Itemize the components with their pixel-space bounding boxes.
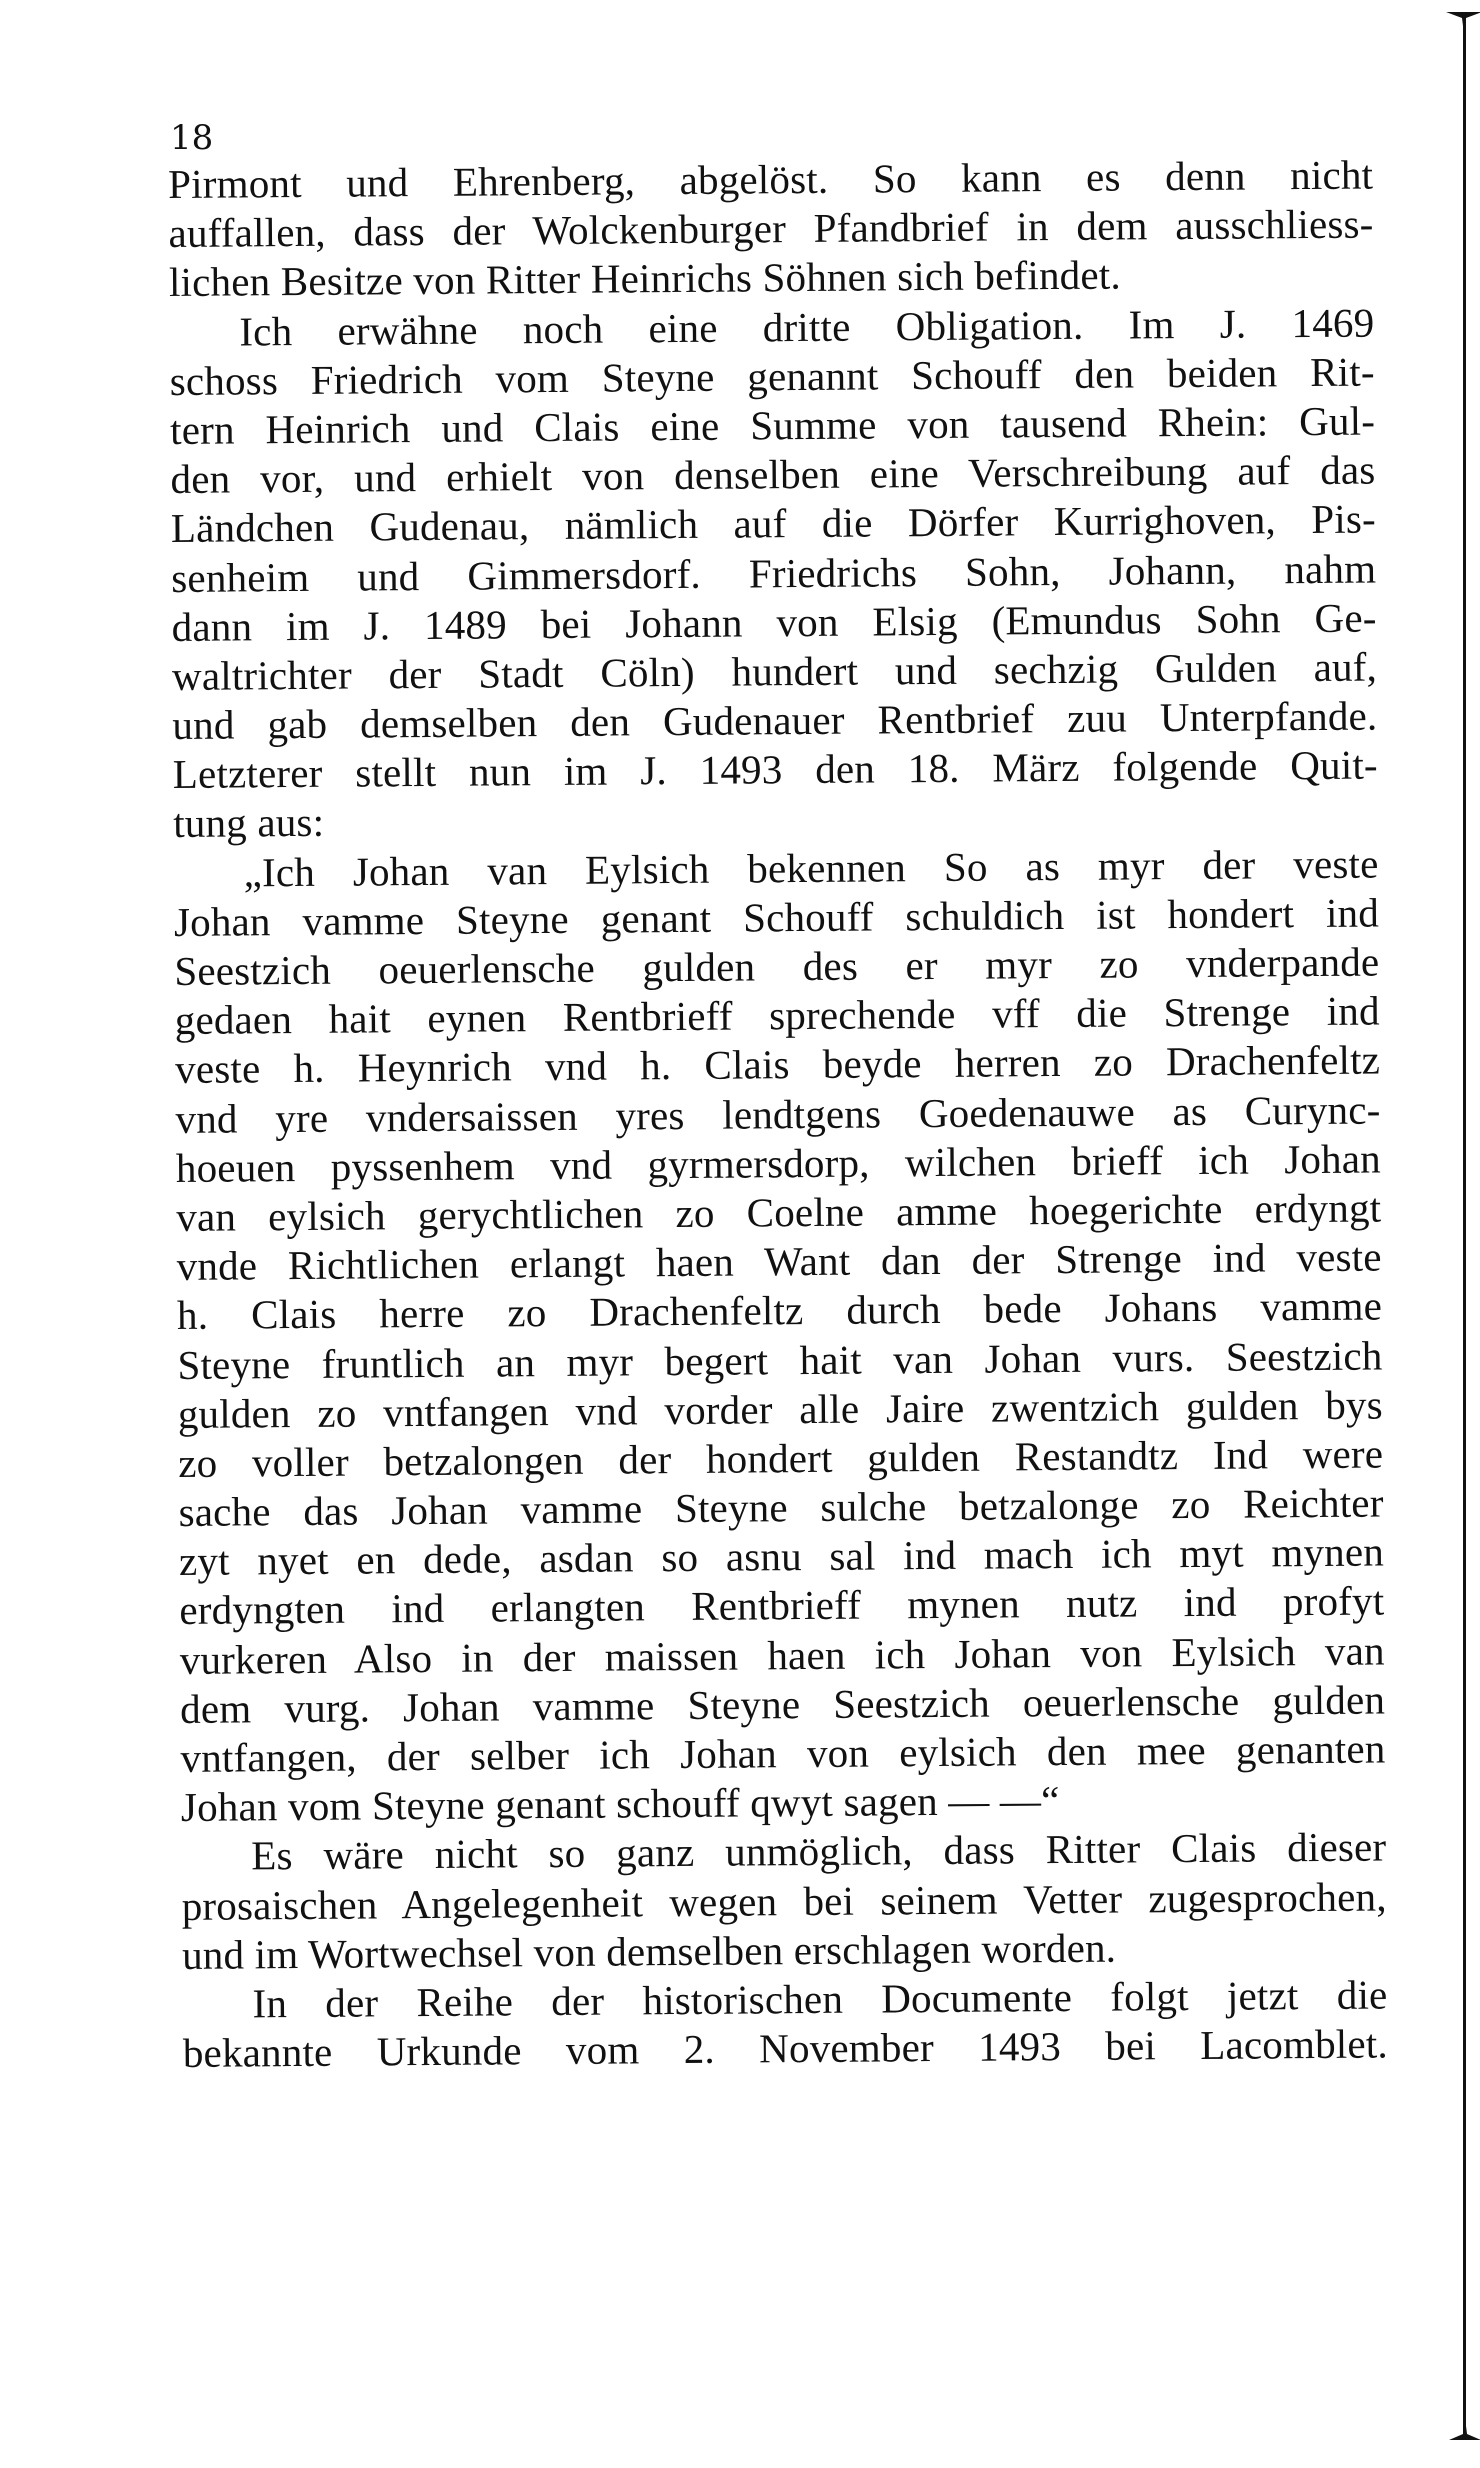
text-line: Seestzich oeuerlensche gulden des er myr zo vnderpande bbox=[174, 938, 1380, 994]
text-line: In der Reihe der historischen Documente folgt jetzt die bbox=[252, 1971, 1388, 2027]
text-line: und gab demselben den Gudenauer Rentbrief zuu Unterpfande. bbox=[172, 692, 1378, 749]
text-line: vurkeren Also in der maissen haen ich Johan von Eylsich van bbox=[179, 1627, 1385, 1683]
text-line: Ich erwähne noch eine dritte Obligation. Im J. 1469 bbox=[239, 299, 1375, 355]
text-line: Letzterer stellt nun im J. 1493 den 18. März folgende Quit- bbox=[172, 741, 1378, 798]
text-line: zyt nyet en dede, asdan so asnu sal ind mach ich myt mynen bbox=[178, 1528, 1385, 1585]
right-margin-rule bbox=[1463, 18, 1466, 2438]
text-line: schoss Friedrich vom Steyne genannt Schouff den beiden Rit- bbox=[169, 348, 1375, 404]
text-line: dem vurg. Johan vamme Steyne Seestzich oeuerlensche gulden bbox=[179, 1676, 1386, 1732]
text-line: Pirmont und Ehrenberg, abgelöst. So kann es denn nicht bbox=[168, 151, 1374, 207]
text-line: erdyngten ind erlangten Rentbrieff mynen nutz ind profyt bbox=[179, 1577, 1385, 1634]
rule-bottom-ornament-icon bbox=[1449, 2426, 1480, 2440]
text-line: waltrichter der Stadt Cöln) hundert und sechzig Gulden auf, bbox=[171, 643, 1378, 699]
text-line: Es wäre nicht so ganz unmöglich, dass Ritter Clais dieser bbox=[251, 1823, 1387, 1879]
text-line: tern Heinrich und Clais eine Summe von tausend Rhein: Gul- bbox=[169, 397, 1376, 453]
text-line: zo voller betzalongen der hondert gulden Restandtz Ind were bbox=[178, 1430, 1384, 1486]
text-line: bekannte Urkunde vom 2. November 1493 bei Lacomblet. bbox=[182, 2020, 1389, 2077]
text-line: hoeuen pyssenhem vnd gyrmersdorp, wilchen brieff ich Johan bbox=[175, 1135, 1382, 1191]
text-line: vnd yre vndersaissen yres lendtgens Goedenauwe as Curync- bbox=[175, 1086, 1381, 1142]
text-line: gedaen hait eynen Rentbrieff sprechende vff die Strenge ind bbox=[174, 987, 1380, 1044]
text-line: veste h. Heynrich vnd h. Clais beyde herren zo Drachenfeltz bbox=[174, 1036, 1381, 1093]
text-line: Johan vom Steyne genant schouff qwyt sagen — —“ bbox=[180, 1777, 1060, 1831]
page-number: 18 bbox=[170, 118, 214, 158]
text-line: van eylsich gerychtlichen zo Coelne amme hoegerichte erdyngt bbox=[176, 1184, 1382, 1240]
text-line: den vor, und erhielt von denselben eine Verschreibung auf das bbox=[170, 446, 1376, 503]
text-line: senheim und Gimmersdorf. Friedrichs Sohn, Johann, nahm bbox=[171, 545, 1377, 601]
text-line: h. Clais herre zo Drachenfeltz durch bede Johans vamme bbox=[176, 1282, 1383, 1339]
text-line: und im Wortwechsel von demselben erschlagen worden. bbox=[181, 1924, 1117, 1978]
text-line: vntfangen, der selber ich Johan von eylsich den mee genanten bbox=[180, 1725, 1386, 1781]
text-line: sache das Johan vamme Steyne sulche betzalonge zo Reichter bbox=[178, 1479, 1384, 1536]
text-line: dann im J. 1489 bei Johann von Elsig (Emundus Sohn Ge- bbox=[171, 594, 1377, 650]
text-line: lichen Besitze von Ritter Heinrichs Söhnen sich befindet. bbox=[168, 251, 1122, 306]
text-line: gulden zo vntfangen vnd vorder alle Jaire zwentzich gulden bys bbox=[177, 1381, 1383, 1437]
text-line: vnde Richtlichen erlangt haen Want dan der Strenge ind veste bbox=[176, 1233, 1382, 1290]
text-line: prosaischen Angelegenheit wegen bei seinem Vetter zugesprochen, bbox=[181, 1873, 1387, 1929]
text-line: „Ich Johan van Eylsich bekennen So as myr der veste bbox=[243, 840, 1379, 896]
text-line: auffallen, dass der Wolckenburger Pfandbrief in dem ausschliess- bbox=[168, 200, 1374, 257]
body-text bbox=[168, 151, 1388, 2079]
text-line: tung aus: bbox=[173, 799, 325, 847]
text-line: Steyne fruntlich an myr begert hait van Johan vurs. Seestzich bbox=[177, 1331, 1383, 1388]
text-line: Johan vamme Steyne genant Schouff schuldich ist hondert ind bbox=[173, 889, 1380, 945]
text-line: Ländchen Gudenau, nämlich auf die Dörfer Kurrighoven, Pis- bbox=[170, 495, 1377, 552]
